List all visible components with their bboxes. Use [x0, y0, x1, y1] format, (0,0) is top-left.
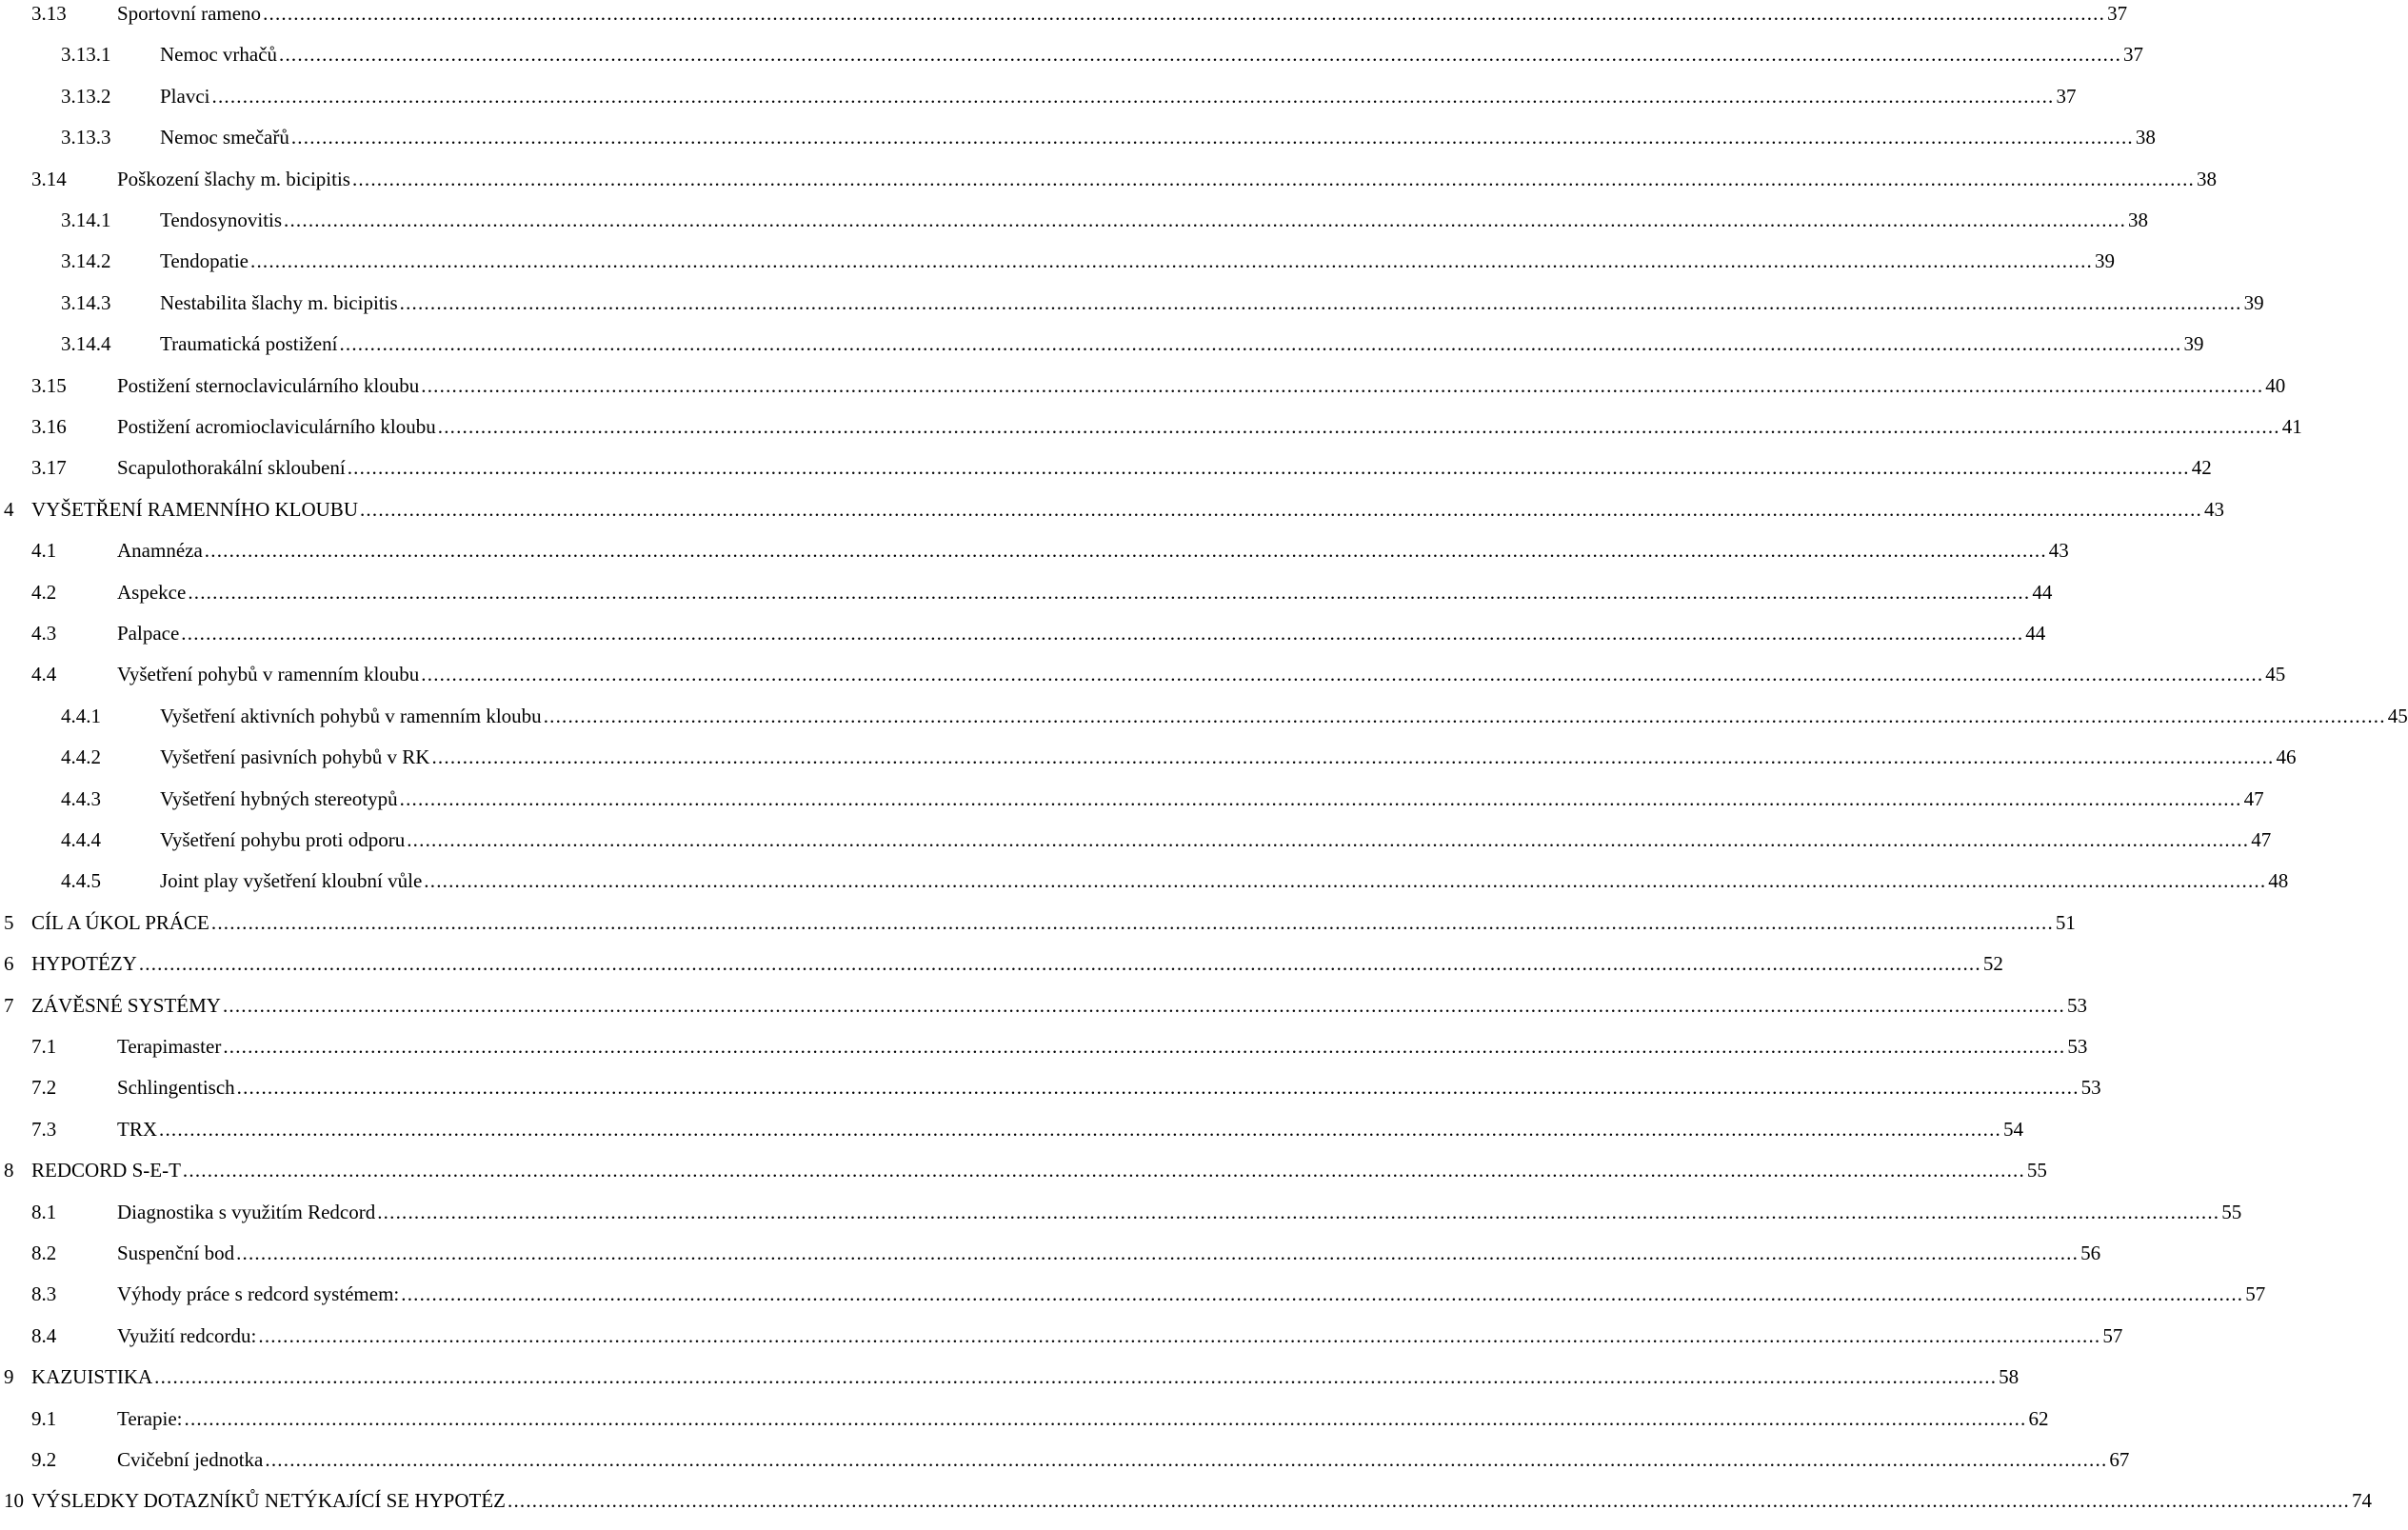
- toc-entry-line: [160, 785, 2264, 813]
- toc-entry-number: 4.3: [31, 622, 57, 645]
- toc-entry-title: Plavci: [160, 84, 210, 108]
- toc-entry-page: 44: [2025, 622, 2046, 645]
- toc-entry[interactable]: [0, 371, 2286, 400]
- toc-entry-title: Terapimaster: [117, 1035, 222, 1058]
- toc-entry-title: Nemoc smečařů: [160, 126, 289, 149]
- toc-entry[interactable]: [0, 1362, 2020, 1391]
- toc-entry-title: Cvičební jednotka: [117, 1448, 264, 1471]
- toc-entry-number: 6: [4, 952, 14, 976]
- dot-leader: ............................................................................................................................................................................................................................................................................................................: [284, 209, 2127, 231]
- toc-entry-title: CÍL A ÚKOL PRÁCE: [31, 910, 209, 934]
- toc-entry-line: [117, 619, 2046, 647]
- dot-leader: ............................................................................................................................................................................................................................................................................................................: [351, 167, 2195, 190]
- toc-entry-page: 37: [2107, 2, 2128, 25]
- toc-entry-number: 7.2: [31, 1076, 57, 1100]
- toc-entry-page: 57: [2102, 1323, 2123, 1347]
- dot-leader: ............................................................................................................................................................................................................................................................................................................: [347, 456, 2190, 480]
- toc-entry-title: Sportovní rameno: [117, 2, 262, 25]
- toc-entry-line: [117, 1280, 2266, 1308]
- toc-entry-line: [31, 1362, 2020, 1391]
- toc-entry[interactable]: [0, 1404, 2049, 1433]
- toc-entry-title: Traumatická postižení: [160, 332, 338, 356]
- toc-entry-line: [160, 825, 2272, 854]
- dot-leader: ............................................................................................................................................................................................................................................................................................................: [424, 869, 2267, 893]
- toc-entry[interactable]: [0, 825, 2272, 854]
- toc-entry[interactable]: [0, 743, 2297, 771]
- dot-leader: ............................................................................................................................................................................................................................................................................................................: [250, 249, 2093, 273]
- toc-entry-page: 54: [2003, 1117, 2023, 1141]
- toc-entry-line: [117, 1073, 2101, 1102]
- toc-entry-page: 38: [2135, 126, 2156, 149]
- dot-leader: ............................................................................................................................................................................................................................................................................................................: [265, 1448, 2108, 1471]
- toc-entry-number: 9: [4, 1365, 14, 1389]
- dot-leader: ............................................................................................................................................................................................................................................................................................................: [154, 1365, 1998, 1389]
- toc-entry-title: Schlingentisch: [117, 1076, 235, 1100]
- toc-entry-page: 41: [2281, 415, 2302, 438]
- toc-entry-title: Vyšetření pohybu proti odporu: [160, 828, 406, 851]
- toc-entry-number: 4.4.1: [61, 704, 101, 727]
- toc-entry-line: [117, 660, 2286, 688]
- dot-leader: ............................................................................................................................................................................................................................................................................................................: [437, 415, 2280, 438]
- toc-entry-page: 53: [2066, 993, 2087, 1017]
- toc-entry-title: Nestabilita šlachy m. bicipitis: [160, 290, 398, 314]
- dot-leader: ............................................................................................................................................................................................................................................................................................................: [359, 497, 2202, 521]
- toc-entry-page: 45: [2387, 704, 2408, 727]
- toc-entry-page: 38: [2196, 167, 2217, 190]
- toc-entry-title: ZÁVĚSNÉ SYSTÉMY: [31, 993, 221, 1017]
- dot-leader: ............................................................................................................................................................................................................................................................................................................: [210, 910, 2054, 934]
- toc-entry-title: HYPOTÉZY: [31, 952, 137, 976]
- toc-entry-page: 45: [2265, 663, 2286, 686]
- toc-entry-number: 8: [4, 1159, 14, 1182]
- dot-leader: ............................................................................................................................................................................................................................................................................................................: [188, 580, 2031, 604]
- toc-entry[interactable]: [0, 1198, 2242, 1226]
- toc-entry-number: 9.1: [31, 1406, 57, 1430]
- toc-entry-page: 53: [2067, 1035, 2088, 1058]
- toc-entry-page: 38: [2128, 209, 2149, 231]
- toc-entry[interactable]: [0, 785, 2264, 813]
- toc-entry-title: TRX: [117, 1117, 157, 1141]
- toc-entry-page: 46: [2276, 745, 2297, 769]
- toc-entry[interactable]: [0, 1321, 2123, 1350]
- toc-entry[interactable]: [0, 619, 2046, 647]
- dot-leader: ............................................................................................................................................................................................................................................................................................................: [377, 1200, 2220, 1223]
- toc-entry-number: 8.2: [31, 1242, 57, 1264]
- toc-entry[interactable]: [0, 1486, 2372, 1515]
- toc-entry-number: 7.3: [31, 1117, 57, 1141]
- toc-entry-line: [31, 991, 2087, 1020]
- toc-entry[interactable]: [0, 866, 2289, 895]
- toc-entry-page: 58: [1999, 1365, 2020, 1389]
- toc-entry-title: Výhody práce s redcord systémem:: [117, 1282, 400, 1306]
- toc-entry-line: [160, 123, 2156, 151]
- dot-leader: ............................................................................................................................................................................................................................................................................................................: [421, 373, 2264, 397]
- toc-entry-number: 5: [4, 910, 14, 934]
- dot-leader: ............................................................................................................................................................................................................................................................................................................: [339, 332, 2182, 356]
- toc-entry[interactable]: [0, 329, 2204, 358]
- toc-entry-number: 3.13: [31, 2, 67, 25]
- toc-entry-line: [31, 495, 2224, 524]
- toc-entry[interactable]: [0, 288, 2264, 317]
- toc-entry-page: 39: [2243, 290, 2264, 314]
- toc-entry-line: [31, 949, 2003, 978]
- toc-entry-number: 3.14: [31, 167, 67, 190]
- toc-entry-title: Suspenční bod: [117, 1242, 235, 1264]
- toc-entry[interactable]: [0, 412, 2302, 441]
- toc-entry-line: [160, 743, 2297, 771]
- toc-entry-title: Palpace: [117, 622, 180, 645]
- toc-entry-line: [160, 866, 2289, 895]
- toc-entry-line: [117, 1239, 2101, 1267]
- toc-entry-page: 39: [2095, 249, 2115, 273]
- toc-entry-page: 55: [2221, 1200, 2242, 1223]
- toc-entry-title: Terapie:: [117, 1406, 183, 1430]
- toc-entry[interactable]: [0, 1239, 2101, 1267]
- toc-entry-number: 4.4.5: [61, 869, 101, 893]
- toc-entry-number: 3.14.3: [61, 290, 111, 314]
- toc-entry-page: 39: [2183, 332, 2204, 356]
- toc-entry[interactable]: [0, 82, 2077, 110]
- toc-entry-line: [160, 247, 2115, 275]
- toc-entry-line: [117, 1404, 2049, 1433]
- toc-entry-title: Anamnéza: [117, 539, 203, 563]
- toc-entry-number: 3.13.1: [61, 43, 111, 67]
- dot-leader: ............................................................................................................................................................................................................................................................................................................: [222, 993, 2065, 1017]
- toc-entry-line: [160, 329, 2204, 358]
- toc-entry-page: 62: [2028, 1406, 2049, 1430]
- toc-entry-line: [117, 1321, 2123, 1350]
- dot-leader: ............................................................................................................................................................................................................................................................................................................: [182, 1159, 2025, 1182]
- toc-entry-page: 74: [2352, 1489, 2372, 1513]
- toc-entry-line: [31, 1156, 2047, 1184]
- dot-leader: ............................................................................................................................................................................................................................................................................................................: [184, 1406, 2027, 1430]
- toc-entry-page: 51: [2055, 910, 2076, 934]
- toc-entry[interactable]: [0, 453, 2212, 482]
- dot-leader: ............................................................................................................................................................................................................................................................................................................: [223, 1035, 2066, 1058]
- dot-leader: ............................................................................................................................................................................................................................................................................................................: [543, 704, 2386, 727]
- toc-entry-number: 4.4.3: [61, 786, 101, 810]
- dot-leader: ............................................................................................................................................................................................................................................................................................................: [399, 786, 2242, 810]
- toc-entry-title: Postižení sternoclaviculárního kloubu: [117, 373, 420, 397]
- toc-entry-title: REDCORD S-E-T: [31, 1159, 181, 1182]
- toc-entry-page: 43: [2048, 539, 2069, 563]
- toc-entry-title: Tendosynovitis: [160, 209, 283, 231]
- toc-entry-number: 4.4.4: [61, 828, 101, 851]
- toc-entry[interactable]: [0, 206, 2149, 234]
- toc-entry-line: [160, 206, 2149, 234]
- toc-entry-number: 8.4: [31, 1323, 57, 1347]
- toc-entry[interactable]: [0, 702, 2408, 730]
- toc-entry-number: 4.1: [31, 539, 57, 563]
- toc-entry-title: Vyšetření aktivních pohybů v ramenním kloubu: [160, 704, 542, 727]
- toc-entry-number: 10: [4, 1489, 24, 1513]
- toc-entry[interactable]: [0, 1073, 2101, 1102]
- toc-entry-number: 3.16: [31, 415, 67, 438]
- dot-leader: ............................................................................................................................................................................................................................................................................................................: [181, 622, 2024, 645]
- toc-entry-number: 3.13.3: [61, 126, 111, 149]
- toc-entry[interactable]: [0, 1115, 2023, 1143]
- toc-entry-number: 8.1: [31, 1200, 57, 1223]
- toc-entry[interactable]: [0, 578, 2053, 606]
- toc-entry-title: KAZUISTIKA: [31, 1365, 153, 1389]
- toc-entry[interactable]: [0, 949, 2003, 978]
- toc-entry[interactable]: [0, 165, 2217, 193]
- toc-entry-page: 56: [2080, 1242, 2101, 1264]
- dot-leader: ............................................................................................................................................................................................................................................................................................................: [507, 1489, 2350, 1513]
- dot-leader: ............................................................................................................................................................................................................................................................................................................: [211, 84, 2055, 108]
- dot-leader: ............................................................................................................................................................................................................................................................................................................: [407, 828, 2250, 851]
- dot-leader: ............................................................................................................................................................................................................................................................................................................: [399, 290, 2242, 314]
- toc-entry-title: Poškození šlachy m. bicipitis: [117, 167, 350, 190]
- toc-entry-title: VYŠETŘENÍ RAMENNÍHO KLOUBU: [31, 497, 358, 521]
- toc-entry-line: [117, 1445, 2130, 1474]
- toc-entry-line: [117, 1198, 2242, 1226]
- dot-leader: ............................................................................................................................................................................................................................................................................................................: [263, 2, 2106, 25]
- toc-entry-page: 55: [2026, 1159, 2047, 1182]
- toc-entry-title: Joint play vyšetření kloubní vůle: [160, 869, 423, 893]
- toc-entry-number: 4: [4, 497, 14, 521]
- toc-entry-line: [160, 702, 2408, 730]
- toc-entry-number: 4.4.2: [61, 745, 101, 769]
- toc-entry-number: 3.15: [31, 373, 67, 397]
- toc-entry-line: [117, 536, 2069, 565]
- toc-entry-line: [160, 82, 2077, 110]
- toc-entry-number: 4.4: [31, 663, 57, 686]
- toc-entry-page: 44: [2032, 580, 2053, 604]
- dot-leader: ............................................................................................................................................................................................................................................................................................................: [279, 43, 2122, 67]
- toc-entry-title: Scapulothorakální skloubení: [117, 456, 346, 480]
- toc-entry-title: VÝSLEDKY DOTAZNÍKŮ NETÝKAJÍCÍ SE HYPOTÉZ: [31, 1489, 506, 1513]
- toc-entry-number: 3.13.2: [61, 84, 111, 108]
- toc-entry-line: [31, 1486, 2372, 1515]
- toc-entry-page: 40: [2265, 373, 2286, 397]
- toc-entry-line: [117, 1115, 2023, 1143]
- toc-entry-title: Vyšetření pohybů v ramenním kloubu: [117, 663, 420, 686]
- toc-entry-page: 47: [2243, 786, 2264, 810]
- dot-leader: ............................................................................................................................................................................................................................................................................................................: [431, 745, 2275, 769]
- toc-entry[interactable]: [0, 247, 2115, 275]
- toc-entry-number: 9.2: [31, 1448, 57, 1471]
- toc-entry-title: Postižení acromioclaviculárního kloubu: [117, 415, 436, 438]
- toc-entry-line: [117, 0, 2128, 28]
- toc-entry[interactable]: [0, 991, 2087, 1020]
- dot-leader: ............................................................................................................................................................................................................................................................................................................: [290, 126, 2134, 149]
- toc-entry-title: Nemoc vrhačů: [160, 43, 278, 67]
- toc-entry-title: Využití redcordu:: [117, 1323, 257, 1347]
- toc-entry[interactable]: [0, 495, 2224, 524]
- dot-leader: ............................................................................................................................................................................................................................................................................................................: [159, 1117, 2001, 1141]
- toc-entry-page: 67: [2109, 1448, 2130, 1471]
- toc-entry-line: [160, 40, 2144, 69]
- toc-entry-number: 3.14.1: [61, 209, 111, 231]
- toc-entry[interactable]: [0, 660, 2286, 688]
- toc-entry[interactable]: [0, 908, 2076, 937]
- toc-entry-number: 3.14.4: [61, 332, 111, 356]
- toc-entry[interactable]: [0, 1280, 2266, 1308]
- toc-entry-number: 3.17: [31, 456, 67, 480]
- dot-leader: ............................................................................................................................................................................................................................................................................................................: [236, 1242, 2080, 1264]
- toc-entry[interactable]: [0, 0, 2128, 28]
- toc-entry-page: 37: [2056, 84, 2077, 108]
- toc-entry-number: 7.1: [31, 1035, 57, 1058]
- toc-entry-line: [160, 288, 2264, 317]
- toc-entry-page: 52: [1982, 952, 2003, 976]
- toc-entry-page: 57: [2245, 1282, 2266, 1306]
- toc-entry-line: [117, 578, 2053, 606]
- toc-entry-line: [117, 371, 2286, 400]
- toc-entry[interactable]: [0, 536, 2069, 565]
- dot-leader: ............................................................................................................................................................................................................................................................................................................: [258, 1323, 2101, 1347]
- toc-entry-line: [117, 453, 2212, 482]
- toc-entry-page: 43: [2203, 497, 2224, 521]
- toc-entry-page: 37: [2123, 43, 2144, 67]
- toc-entry[interactable]: [0, 1445, 2130, 1474]
- toc-entry-number: 3.14.2: [61, 249, 111, 273]
- toc-entry-title: Diagnostika s využitím Redcord: [117, 1200, 376, 1223]
- toc-entry-line: [117, 165, 2217, 193]
- toc-entry-number: 7: [4, 993, 14, 1017]
- dot-leader: ............................................................................................................................................................................................................................................................................................................: [204, 539, 2047, 563]
- toc-entry-title: Vyšetření pasivních pohybů v RK: [160, 745, 430, 769]
- toc-entry-title: Aspekce: [117, 580, 187, 604]
- toc-entry-line: [117, 412, 2302, 441]
- toc-entry-page: 47: [2251, 828, 2272, 851]
- toc-entry-line: [31, 908, 2076, 937]
- toc-entry-title: Tendopatie: [160, 249, 249, 273]
- toc-entry[interactable]: [0, 1156, 2047, 1184]
- toc-entry-page: 42: [2191, 456, 2212, 480]
- toc-entry-number: 8.3: [31, 1282, 57, 1306]
- dot-leader: ............................................................................................................................................................................................................................................................................................................: [236, 1076, 2080, 1100]
- dot-leader: ............................................................................................................................................................................................................................................................................................................: [138, 952, 1981, 976]
- toc-entry-page: 48: [2268, 869, 2289, 893]
- toc-entry[interactable]: [0, 1032, 2088, 1061]
- toc-entry-title: Vyšetření hybných stereotypů: [160, 786, 398, 810]
- toc-entry-page: 53: [2080, 1076, 2101, 1100]
- dot-leader: ............................................................................................................................................................................................................................................................................................................: [421, 663, 2264, 686]
- dot-leader: ............................................................................................................................................................................................................................................................................................................: [401, 1282, 2244, 1306]
- toc-entry[interactable]: [0, 40, 2144, 69]
- toc-entry-line: [117, 1032, 2088, 1061]
- toc-entry[interactable]: [0, 123, 2156, 151]
- toc-entry-number: 4.2: [31, 580, 57, 604]
